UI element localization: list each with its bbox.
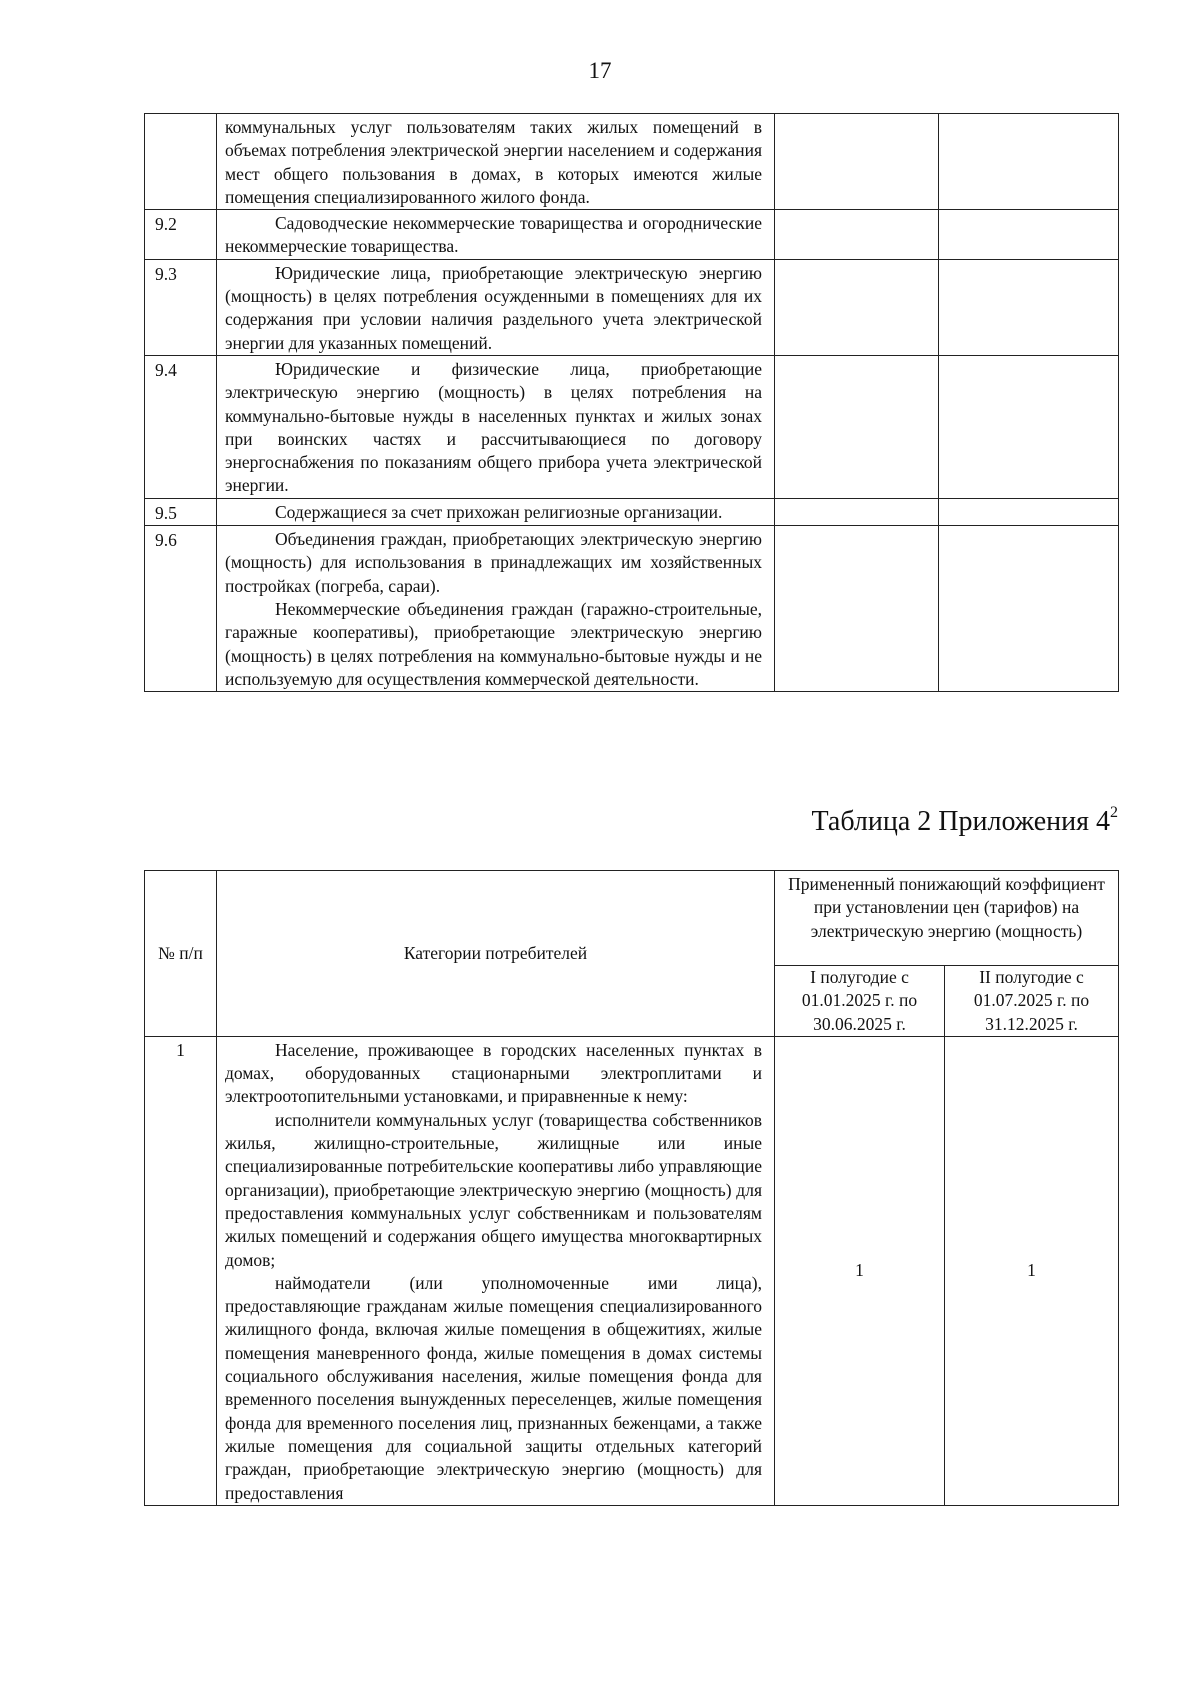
row-number: 9.4 — [145, 355, 217, 498]
table-2-caption — [812, 806, 1118, 838]
row-text — [217, 1036, 775, 1505]
row-text — [217, 526, 775, 692]
value-cell — [775, 114, 939, 210]
paragraph: Население, проживающее в городских населенных пунктах в домах, оборудованных стационарными электроплитами и электроотопительными установками, и приравненные к нему: — [225, 1039, 762, 1107]
paragraph: наймодатели (или уполномоченные ими лица), предоставляющие гражданам жилые помещения специализированного жилищного фонда, включая жилые помещения в общежитиях, жилые помещения маневренного фонда, жилые помещения в домах системы социального обслуживания населения, жилые помещения фонда для временного поселения вынужденных переселенцев, жилые помещения фонда для временного поселения лиц, признанных беженцами, а также жилые помещения для социальной защиты отдельных категорий граждан, приобретающие электрическую энергию (мощность) для предоставления — [225, 1272, 762, 1503]
header-first-half: I полугодие с 01.01.2025 г. по 30.06.2025 г. — [775, 966, 945, 1037]
value-cell — [775, 259, 939, 355]
value-cell — [939, 259, 1119, 355]
value-cell — [939, 355, 1119, 498]
value-cell — [939, 498, 1119, 525]
second-half-value: 1 — [945, 1036, 1119, 1505]
page-number: 17 — [588, 58, 612, 83]
table-row — [145, 1036, 1119, 1505]
caption-superscript: 2 — [1110, 804, 1118, 821]
row-number: 1 — [145, 1036, 217, 1505]
paragraph: Юридические и физические лица, приобретающие электрическую энергию (мощность) в целях потребления на коммунально-бытовые нужды в населенных пунктах и жилых зонах при воинских частях и рассчитывающиеся по договору энергоснабжения по показаниям общего прибора учета электрической энергии. — [225, 358, 762, 496]
paragraph: Садоводческие некоммерческие товарищества и огороднические некоммерческие товарищества. — [225, 213, 762, 257]
value-cell — [775, 498, 939, 525]
header-coefficient: Примененный понижающий коэффициент при установлении цен (тарифов) на электрическую энергию (мощность) — [775, 871, 1119, 966]
table-row — [145, 355, 1119, 498]
table-row — [145, 114, 1119, 210]
header-second-half: II полугодие с 01.07.2025 г. по 31.12.2025 г. — [945, 966, 1119, 1037]
row-text — [217, 210, 775, 260]
row-number: 9.6 — [145, 526, 217, 692]
row-text — [217, 114, 775, 210]
paragraph: исполнители коммунальных услуг (товарищества собственников жилья, жилищно-строительные, жилищные или иные специализированные потребительские кооперативы либо управляющие организации), приобретающие электрическую энергию (мощность) для предоставления коммунальных услуг собственникам и пользователям жилых помещений и содержания общего имущества многоквартирных домов; — [225, 1109, 762, 1270]
header-category: Категории потребителей — [217, 871, 775, 1037]
row-number: 9.3 — [145, 259, 217, 355]
table-row — [145, 259, 1119, 355]
row-number: 9.2 — [145, 210, 217, 260]
row-number: 9.5 — [145, 498, 217, 525]
row-number — [145, 114, 217, 210]
first-half-value: 1 — [775, 1036, 945, 1505]
value-cell — [939, 114, 1119, 210]
paragraph: Некоммерческие объединения граждан (гаражно-строительные, гаражные кооперативы), приобретающие электрическую энергию (мощность) в целях потребления на коммунально-бытовые нужды и не используемую для осуществления коммерческой деятельности. — [225, 598, 762, 689]
value-cell — [775, 210, 939, 260]
value-cell — [939, 526, 1119, 692]
paragraph: Объединения граждан, приобретающих электрическую энергию (мощность) для использования в принадлежащих им хозяйственных постройках (погреба, сараи). — [225, 529, 762, 596]
table-row — [145, 210, 1119, 260]
table-row — [145, 526, 1119, 692]
paragraph: Содержащиеся за счет прихожан религиозные организации. — [275, 501, 723, 522]
paragraph: коммунальных услуг пользователям таких жилых помещений в объемах потребления электрической энергии населением и содержания мест общего пользования в домах, в которых имеются жилые помещения специализированного жилого фонда. — [225, 117, 762, 207]
header-number: № п/п — [145, 871, 217, 1037]
consumer-categories-table-continued — [144, 113, 1119, 692]
row-text — [217, 498, 775, 525]
value-cell — [939, 210, 1119, 260]
value-cell — [775, 526, 939, 692]
caption-text: Таблица 2 Приложения 4 — [811, 806, 1110, 837]
paragraph: Юридические лица, приобретающие электрическую энергию (мощность) в целях потребления осужденными в помещениях для их содержания при условии наличия раздельного учета электрической энергии для указанных помещений. — [225, 262, 762, 353]
row-text — [217, 355, 775, 498]
reduction-coefficient-table — [144, 870, 1119, 1506]
table-row — [145, 498, 1119, 525]
value-cell — [775, 355, 939, 498]
row-text — [217, 259, 775, 355]
